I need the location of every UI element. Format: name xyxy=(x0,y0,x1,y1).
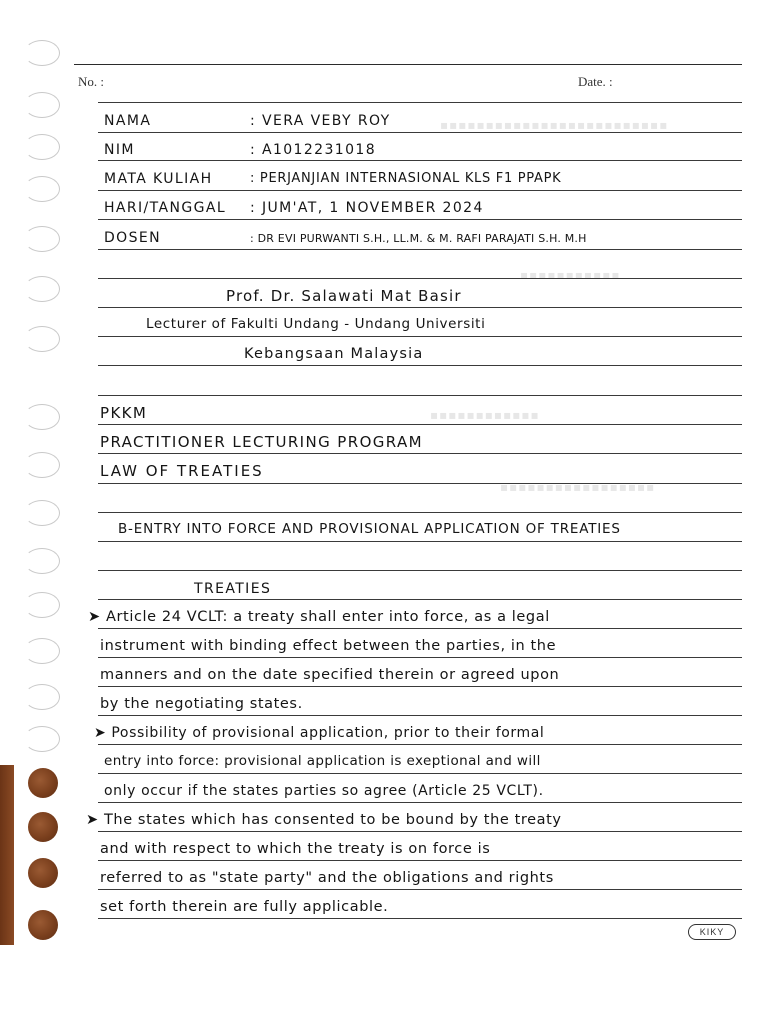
binding-ring xyxy=(24,40,60,66)
ruled-line xyxy=(98,395,742,396)
paragraph-1-line: instrument with binding effect between the parties, in the xyxy=(100,638,557,654)
dosen-value: : DR EVI PURWANTI S.H., LL.M. & M. RAFI PARAJATI S.H. M.H xyxy=(250,232,587,245)
binding-ring xyxy=(24,548,60,574)
kiky-logo: KIKY xyxy=(688,924,736,940)
binding-hole xyxy=(28,812,58,842)
spiral-binding xyxy=(0,0,70,1024)
show-through: ▪▪▪▪▪▪▪▪▪▪▪ xyxy=(520,268,621,282)
ruled-line xyxy=(98,336,742,337)
lecturer-line1: Lecturer of Fakulti Undang - Undang Universiti xyxy=(146,316,486,332)
ruled-line xyxy=(98,132,742,133)
nama-label: NAMA xyxy=(104,113,152,129)
ruled-line xyxy=(98,160,742,161)
binding-ring xyxy=(24,326,60,352)
paragraph-3-line: referred to as "state party" and the obligations and rights xyxy=(100,870,554,886)
date-label: Date. : xyxy=(578,74,613,89)
mata-kuliah-value: : PERJANJIAN INTERNASIONAL KLS F1 PPAPK xyxy=(250,171,562,186)
binding-ring xyxy=(24,276,60,302)
ruled-line xyxy=(98,453,742,454)
paragraph-2-line: ➤ Possibility of provisional application, prior to their formal xyxy=(94,725,545,741)
paragraph-2-line: only occur if the states parties so agree (Article 25 VCLT). xyxy=(104,783,544,799)
binding-ring xyxy=(24,226,60,252)
show-through: ▪▪▪▪▪▪▪▪▪▪▪▪▪▪▪▪▪ xyxy=(500,480,656,494)
binding-ring xyxy=(24,92,60,118)
paragraph-3-line: and with respect to which the treaty is on force is xyxy=(100,841,491,857)
lecturer-line2: Kebangsaan Malaysia xyxy=(244,346,424,362)
ruled-line xyxy=(98,773,742,774)
ruled-line xyxy=(98,802,742,803)
header-line xyxy=(74,64,742,65)
ruled-line xyxy=(98,249,742,250)
ruled-line xyxy=(98,744,742,745)
ruled-line xyxy=(98,541,742,542)
ruled-line xyxy=(98,715,742,716)
hari-tanggal-value: : JUM'AT, 1 NOVEMBER 2024 xyxy=(250,200,484,216)
ruled-line xyxy=(98,278,742,279)
ruled-line xyxy=(98,918,742,919)
section-title: B-ENTRY INTO FORCE AND PROVISIONAL APPLICATION OF TREATIES xyxy=(118,521,621,537)
paragraph-1-line: by the negotiating states. xyxy=(100,696,303,712)
treaties-heading: TREATIES xyxy=(194,581,272,597)
ruled-line xyxy=(98,483,742,484)
program-line2: PRACTITIONER LECTURING PROGRAM xyxy=(100,433,424,451)
ruled-line xyxy=(98,307,742,308)
binding-hole xyxy=(28,858,58,888)
binding-ring xyxy=(24,134,60,160)
program-line3: LAW OF TREATIES xyxy=(100,462,264,480)
ruled-line xyxy=(98,102,742,103)
dosen-label: DOSEN xyxy=(104,230,162,246)
binding-hole xyxy=(28,768,58,798)
paragraph-1-line: ➤ Article 24 VCLT: a treaty shall enter into force, as a legal xyxy=(88,609,550,625)
ruled-line xyxy=(98,831,742,832)
binding-ring xyxy=(24,638,60,664)
nim-value: : A1012231018 xyxy=(250,142,377,158)
mata-kuliah-label: MATA KULIAH xyxy=(104,171,213,187)
paragraph-3-line: ➤ The states which has consented to be bound by the treaty xyxy=(86,812,562,828)
binding-ring xyxy=(24,452,60,478)
ruled-line xyxy=(98,365,742,366)
binding-ring xyxy=(24,592,60,618)
paragraph-2-line: entry into force: provisional application is exeptional and will xyxy=(104,753,541,769)
show-through: ▪▪▪▪▪▪▪▪▪▪▪▪▪▪▪▪▪▪▪▪▪▪▪▪▪ xyxy=(440,118,669,132)
ruled-line xyxy=(98,889,742,890)
binding-ring xyxy=(24,176,60,202)
ruled-line xyxy=(98,190,742,191)
binding-ring xyxy=(24,726,60,752)
ruled-line xyxy=(98,424,742,425)
ruled-line xyxy=(98,657,742,658)
paragraph-1-line: manners and on the date specified therein or agreed upon xyxy=(100,667,560,683)
ruled-line xyxy=(98,219,742,220)
ruled-line xyxy=(98,570,742,571)
ruled-line xyxy=(98,599,742,600)
ruled-line xyxy=(98,628,742,629)
lecturer-name: Prof. Dr. Salawati Mat Basir xyxy=(226,287,462,305)
ruled-line xyxy=(98,686,742,687)
desk-edge xyxy=(0,765,14,945)
ruled-line xyxy=(98,512,742,513)
binding-ring xyxy=(24,500,60,526)
program-line1: PKKM xyxy=(100,404,148,422)
paragraph-3-line: set forth therein are fully applicable. xyxy=(100,899,389,915)
no-label: No. : xyxy=(78,74,104,89)
binding-hole xyxy=(28,910,58,940)
show-through: ▪▪▪▪▪▪▪▪▪▪▪▪ xyxy=(430,408,540,422)
nim-label: NIM xyxy=(104,142,135,158)
ruled-line xyxy=(98,860,742,861)
binding-ring xyxy=(24,684,60,710)
nama-value: : VERA VEBY ROY xyxy=(250,113,391,129)
hari-tanggal-label: HARI/TANGGAL xyxy=(104,200,227,216)
binding-ring xyxy=(24,404,60,430)
